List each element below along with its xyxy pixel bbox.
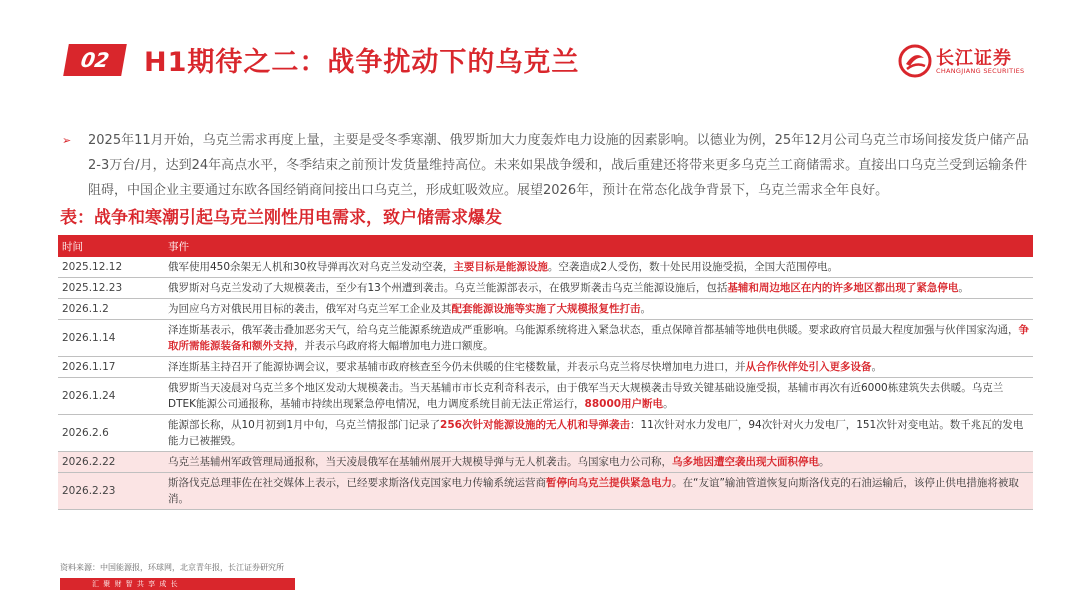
row-event — [164, 357, 1033, 378]
row-date: 2025.12.23 — [58, 278, 164, 299]
table-row — [58, 299, 1033, 320]
event-text: 俄罗斯当天凌晨对乌克兰多个地区发动大规模袭击。当天基辅市市长克利奇科表示，由于俄军当天大规模袭击导致关键基础设施受损，基辅市再次有近6000栋建筑失去供暖。乌克兰DTEK能源公司通报称，基辅市持续出现紧急停电情况，电力调度系统目前无法正常运行， — [168, 382, 1004, 410]
event-text: 俄军使用450余架无人机和30枚导弹再次对乌克兰发动空袭， — [168, 261, 454, 273]
event-text: 斯洛伐克总理菲佐在社交媒体上表示，已经要求斯洛伐克国家电力传输系统运营商 — [168, 477, 546, 489]
event-text: 能源部长称，从10月初到1月中旬，乌克兰情报部门记录了 — [168, 419, 441, 431]
event-text: 。 — [640, 303, 651, 315]
row-event — [164, 299, 1033, 320]
event-text: 乌克兰基辅州军政管理局通报称，当天凌晨俄军在基辅州展开大规模导弹与无人机袭击。乌国家电力公司称， — [168, 456, 672, 468]
footer-slogan: 汇 聚 财 智 共 享 成 长 — [92, 580, 179, 588]
intro-paragraph — [62, 128, 1037, 203]
company-logo — [898, 42, 1028, 80]
row-date: 2026.1.17 — [58, 357, 164, 378]
logo-name: 长江证券 — [936, 48, 1012, 69]
logo-mark-icon — [898, 44, 932, 78]
event-highlight-text: 乌多地因遭空袭出现大面积停电 — [672, 456, 819, 468]
events-table — [58, 235, 1033, 510]
row-date: 2026.1.14 — [58, 320, 164, 357]
row-event — [164, 257, 1033, 278]
table-row — [58, 415, 1033, 452]
row-date: 2026.1.24 — [58, 378, 164, 415]
event-highlight-text: 主要目标是能源设施 — [453, 261, 548, 273]
event-text: ：11次针对水力发电厂，94次针对火力发电厂，151次针对变电站。数千兆瓦的发电能力已被摧毁。 — [168, 419, 1024, 447]
event-highlight-text: 从合作伙伴处引入更多设备 — [745, 361, 872, 373]
logo-english-name: CHANGJIANG SECURITIES — [936, 67, 1025, 75]
event-highlight-text: 256次针对能源设施的无人机和导弹袭击 — [440, 419, 630, 431]
table-row — [58, 357, 1033, 378]
table-row — [58, 320, 1033, 357]
table-title: 表：战争和寒潮引起乌克兰刚性用电需求，致户储需求爆发 — [60, 208, 502, 228]
event-text: 。 — [663, 398, 674, 410]
event-highlight-text: 争取所需能源装备和额外支持 — [168, 324, 1029, 352]
table-row — [58, 452, 1033, 473]
row-date: 2026.2.23 — [58, 473, 164, 510]
event-highlight-text: 基辅和周边地区在内的许多地区都出现了紧急停电 — [727, 282, 959, 294]
header-date: 时间 — [58, 235, 164, 257]
event-text: 。空袭造成2人受伤，数十处民用设施受损，全国大范围停电。 — [547, 261, 839, 273]
section-number-badge — [63, 44, 127, 76]
event-text: 。 — [819, 456, 830, 468]
row-event — [164, 378, 1033, 415]
row-event — [164, 278, 1033, 299]
event-text: 。 — [958, 282, 969, 294]
intro-text: 2025年11月开始，乌克兰需求再度上量，主要是受冬季寒潮、俄罗斯加大力度轰炸电力设施的因素影响。以德业为例，25年12月公司乌克兰市场间接发货户储产品2-3万台/月，达到24年高点水平，冬季结束之前预计发货量维持高位。未来如果战争缓和，战后重建还将带来更多乌克兰工商储需求。直接出口乌克兰受到运输条件阻碍，中国企业主要通过东欧各国经销商间接出口乌克兰，形成虹吸效应。展望2026年，预计在常态化战争背景下，乌克兰需求全年良好。 — [88, 133, 1029, 198]
row-date: 2026.2.6 — [58, 415, 164, 452]
event-text: 。 — [871, 361, 882, 373]
row-event — [164, 452, 1033, 473]
event-highlight-text: 配套能源设施等实施了大规模报复性打击 — [451, 303, 641, 315]
event-text: ，并表示乌政府将大幅增加电力进口额度。 — [294, 340, 494, 352]
page-title: H1期待之二：战争扰动下的乌克兰 — [144, 47, 580, 78]
row-date: 2025.12.12 — [58, 257, 164, 278]
event-text: 。在“友谊”输油管道恢复向斯洛伐克的石油运输后，该停止供电措施将被取消。 — [168, 477, 1019, 505]
table-row — [58, 278, 1033, 299]
event-text: 泽连斯基主持召开了能源协调会议，要求基辅市政府核查至今仍未供暖的住宅楼数量，并表示乌克兰将尽快增加电力进口，并 — [168, 361, 746, 373]
event-text: 俄罗斯对乌克兰发动了大规模袭击，至少有13个州遭到袭击。乌克兰能源部表示，在俄罗斯袭击乌克兰能源设施后，包括 — [168, 282, 728, 294]
row-event — [164, 415, 1033, 452]
header-event: 事件 — [164, 235, 1033, 257]
event-text: 泽连斯基表示，俄军袭击叠加恶劣天气，给乌克兰能源系统造成严重影响。乌能源系统将进入紧急状态，重点保障首都基辅等地供电供暖。要求政府官员最大程度加强与伙伴国家沟通， — [168, 324, 1019, 336]
event-text: 为回应乌方对俄民用目标的袭击，俄军对乌克兰军工企业及其 — [168, 303, 452, 315]
source-note: 资料来源：中国能源报，环球网，北京青年报，长江证券研究所 — [60, 563, 284, 572]
row-date: 2026.2.22 — [58, 452, 164, 473]
row-event — [164, 473, 1033, 510]
table-header-row — [58, 235, 1033, 257]
row-event — [164, 320, 1033, 357]
bullet-arrow-icon: ➢ — [62, 134, 72, 147]
section-number: 02 — [78, 48, 112, 72]
table-row — [58, 257, 1033, 278]
table-row — [58, 378, 1033, 415]
event-highlight-text: 88000用户断电 — [584, 398, 664, 410]
row-date: 2026.1.2 — [58, 299, 164, 320]
event-highlight-text: 暂停向乌克兰提供紧急电力 — [546, 477, 672, 489]
table-row — [58, 473, 1033, 510]
